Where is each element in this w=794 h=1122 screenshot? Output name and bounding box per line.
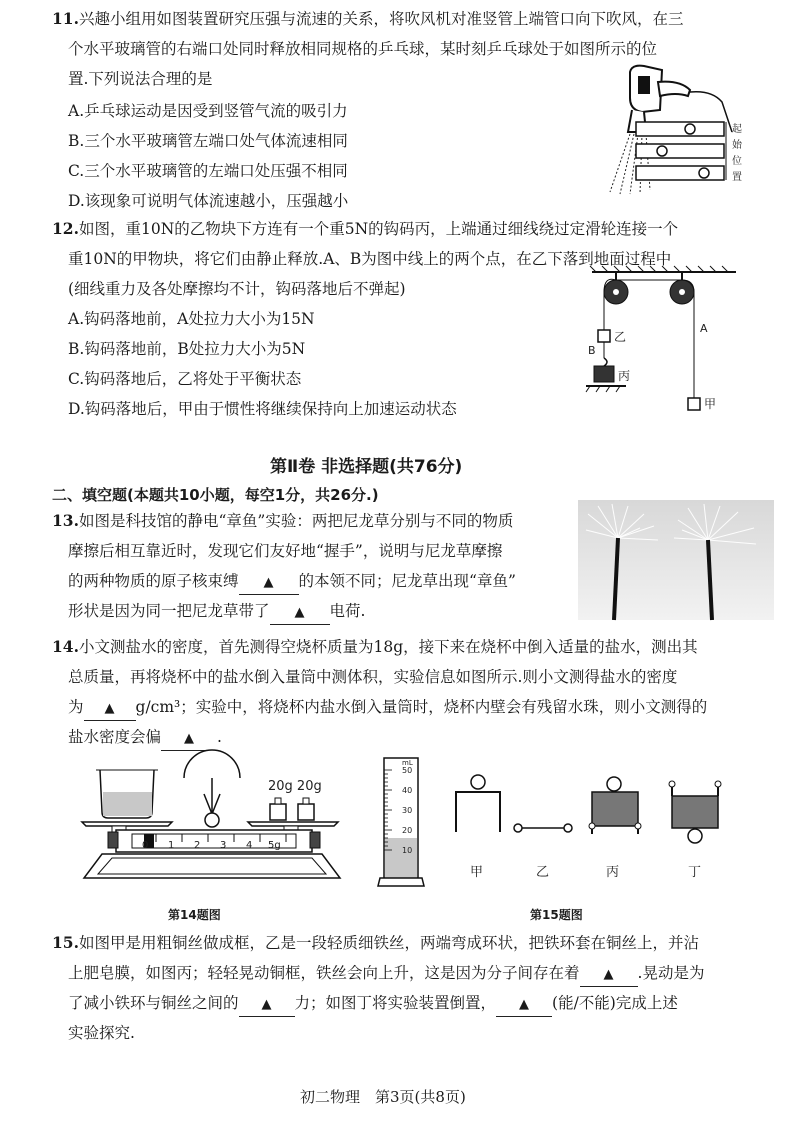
- q15-line4: 实验探究.: [68, 1024, 135, 1042]
- q14-line4: 盐水密度会偏 ▲ .: [68, 726, 222, 751]
- q15-blank-1[interactable]: ▲: [580, 962, 638, 987]
- q11-line2: 个水平玻璃管的右端口处同时释放相同规格的乒乓球，某时刻乒乓球处于如图所示的位: [68, 40, 658, 58]
- q15-fig-label-ding: 丁: [688, 865, 702, 880]
- q14-line2: 总质量，再将烧杯中的盐水倒入量筒中测体积，实验信息如图所示.则小文测得盐水的密度: [68, 668, 678, 686]
- q13-blank-1[interactable]: ▲: [239, 570, 299, 595]
- q14-cyl-tick-10: 10: [402, 846, 413, 855]
- q11-line3: 置.下列说法合理的是: [68, 70, 213, 88]
- q14-weights-label: 20g 20g: [268, 779, 322, 794]
- q12-option-d: D.钩码落地后，甲由于惯性将继续保持向上加速运动状态: [68, 400, 457, 418]
- q12-fig-yi: 乙: [614, 330, 627, 344]
- q15-fig-label-bing: 丙: [606, 865, 620, 880]
- part2-title: 第Ⅱ卷 非选择题(共76分): [270, 457, 463, 477]
- q14-cyl-tick-50: 50: [402, 766, 413, 775]
- q14-cyl-tick-30: 30: [402, 806, 413, 815]
- q11-option-c: C.三个水平玻璃管的左端口处压强不相同: [68, 162, 348, 180]
- q14-scale-4: 4: [246, 840, 253, 851]
- page-footer: 初二物理 第3页(共8页): [300, 1088, 466, 1106]
- q12-line2: 重10N的甲物块，将它们由静止释放.A、B为图中线上的两个点，在乙下落到地面过程中: [68, 250, 672, 268]
- q15-fig-label-yi: 乙: [536, 865, 550, 880]
- q15-line3: 了减小铁环与铜丝之间的 ▲ 力；如图丁将实验装置倒置， ▲ (能/不能)完成上述: [68, 992, 678, 1017]
- q12-fig-a: A: [700, 322, 708, 335]
- q13-line4: 形状是因为同一把尼龙草带了 ▲ 电荷.: [68, 600, 365, 625]
- q15-blank-3[interactable]: ▲: [496, 992, 552, 1017]
- q14-blank-2[interactable]: ▲: [161, 726, 217, 751]
- q12-figure-pulley: [586, 262, 766, 422]
- q11-option-a: A.乒乓球运动是因受到竖管气流的吸引力: [68, 102, 348, 120]
- q12-fig-b: B: [588, 344, 596, 357]
- q14-figure-caption: 第14题图: [168, 908, 221, 922]
- q12-line1: 12.如图，重10N的乙物块下方连有一个重5N的钩码丙，上端通过细线绕过定滑轮连接一个: [52, 219, 679, 238]
- section-fill-blank: 二、填空题(本题共10小题，每空1分，共26分.): [52, 486, 379, 504]
- q14-line1: 14.小文测盐水的密度，首先测得空烧杯质量为18g，接下来在烧杯中倒入适量的盐水，测出其: [52, 637, 698, 656]
- q15-blank-2[interactable]: ▲: [239, 992, 295, 1017]
- q12-option-b: B.钩码落地前，B处拉力大小为5N: [68, 340, 306, 358]
- q15-line1: 15.如图甲是用粗铜丝做成框，乙是一段轻质细铁丝，两端弯成环状，把铁环套在铜丝上，并沾: [52, 933, 699, 952]
- q14-blank-1[interactable]: ▲: [84, 696, 136, 721]
- q14-scale-1: 1: [168, 840, 175, 851]
- q12-line3: (细线重力及各处摩擦均不计，钩码落地后不弹起): [68, 280, 406, 298]
- q15-figure-caption: 第15题图: [530, 908, 583, 922]
- q14-figure-balance: [72, 764, 352, 894]
- q15-figure-frame: [446, 772, 746, 882]
- q14-cyl-tick-40: 40: [402, 786, 413, 795]
- q12-option-c: C.钩码落地后，乙将处于平衡状态: [68, 370, 302, 388]
- q11-fig-label-4: 置: [732, 172, 742, 183]
- q14-figure-cylinder: [378, 754, 428, 890]
- q14-scale-0: 0: [142, 840, 149, 851]
- q11-fig-label-1: 起: [732, 124, 742, 135]
- q12-fig-bing: 丙: [618, 369, 631, 383]
- q13-line3: 的两种物质的原子核束缚 ▲ 的本领不同；尼龙草出现“章鱼”: [68, 570, 516, 595]
- q12-fig-jia: 甲: [704, 397, 717, 411]
- q14-line3: 为 ▲ g/cm³；实验中，将烧杯内盐水倒入量筒时，烧杯内壁会有残留水珠，则小文测得的: [68, 696, 707, 721]
- q14-cyl-tick-20: 20: [402, 826, 413, 835]
- q13-photo-nylon-octopus: [578, 500, 774, 620]
- q14-cyl-unit: mL: [402, 759, 413, 767]
- q11-line1: 11.兴趣小组用如图装置研究压强与流速的关系，将吹风机对准竖管上端管口向下吹风，在三: [52, 9, 684, 28]
- q15-line2: 上肥皂膜，如图丙；轻轻晃动铜框，铁丝会向上升，这是因为分子间存在着 ▲ .晃动是为: [68, 962, 704, 987]
- q13-blank-2[interactable]: ▲: [270, 600, 330, 625]
- q11-option-b: B.三个水平玻璃管左端口处气体流速相同: [68, 132, 348, 150]
- q11-fig-label-3: 位: [732, 156, 742, 167]
- q11-figure-blower: [592, 62, 767, 202]
- q11-fig-label-2: 始: [732, 140, 742, 151]
- q13-line2: 摩擦后相互靠近时，发现它们友好地“握手”，说明与尼龙草摩擦: [68, 542, 503, 560]
- q14-scale-5: 5g: [268, 840, 281, 851]
- q14-scale-2: 2: [194, 840, 201, 851]
- q13-line1: 13.如图是科技馆的静电“章鱼”实验：两把尼龙草分别与不同的物质: [52, 511, 514, 530]
- q15-fig-label-jia: 甲: [470, 865, 484, 880]
- q12-option-a: A.钩码落地前，A处拉力大小为15N: [68, 310, 315, 328]
- q14-scale-3: 3: [220, 840, 227, 851]
- q11-option-d: D.该现象可说明气体流速越小，压强越小: [68, 192, 349, 210]
